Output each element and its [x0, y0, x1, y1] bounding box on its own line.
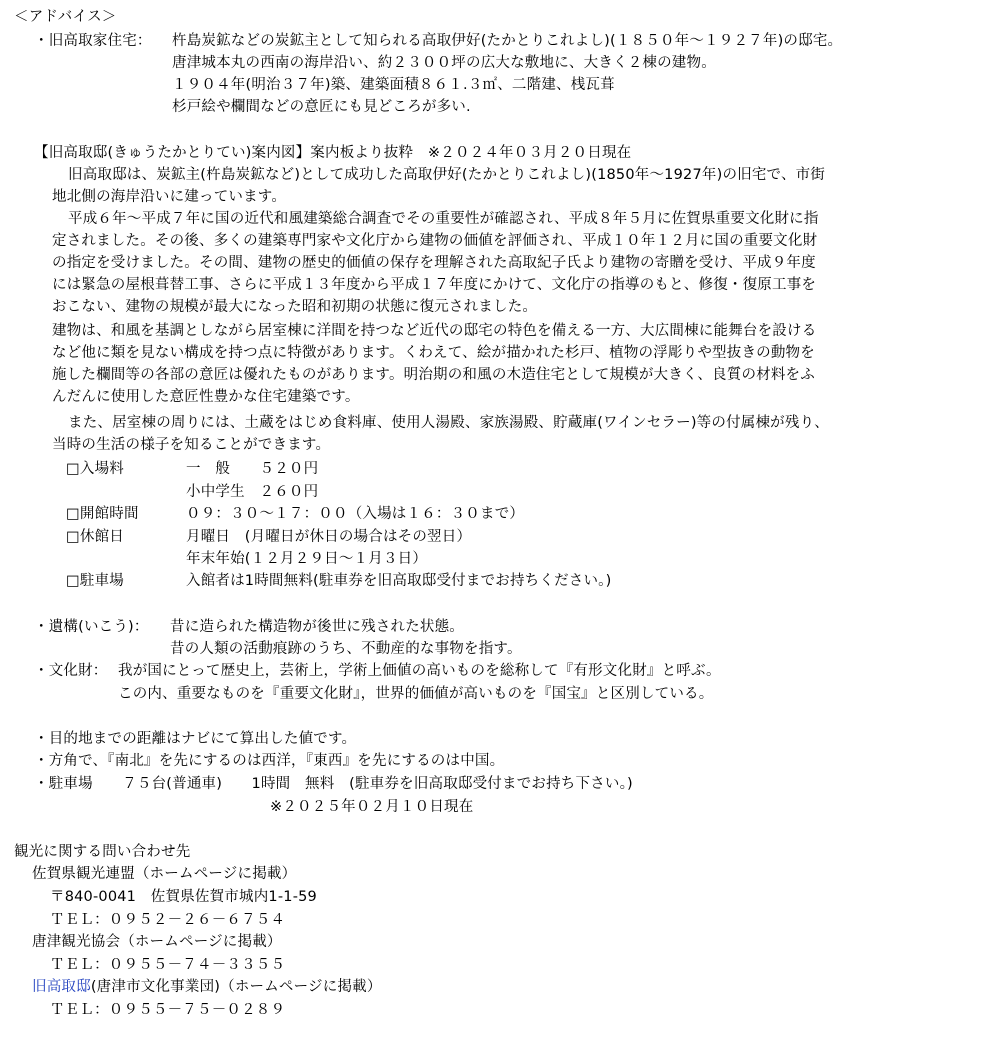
saga-tel: ＴＥＬ：０９５２－２６－６７５４ [50, 912, 286, 928]
iko-label: ・遺構(いこう)： [34, 619, 149, 635]
saga-address: 〒840-0041 佐賀県佐賀市城内1-1-59 [50, 889, 317, 905]
guide-line-7: おこない、建物の規模が最大になった昭和初期の状態に復元されました。 [52, 299, 538, 315]
closed-value-2: 年末年始(１２月２９日～１月３日） [186, 551, 428, 567]
guide-line-8: 建物は、和風を基調としながら居室棟に洋間を持つなど近代の邸宅の特色を備える一方、大広間棟に能舞台を設ける [52, 323, 817, 339]
guide-line-9: など他に類を見ない構成を持つ点に特徴があります。くわえて、絵が描かれた杉戸、植物の浮彫りや型抜きの動物を [52, 345, 815, 361]
karatsu-name: 唐津観光協会（ホームページに掲載） [32, 934, 282, 950]
guide-line-6: には緊急の屋根葺替工事、さらに平成１３年度から平成１７年度にかけて、文化庁の指導のもと、修復・復原工事を [52, 277, 817, 293]
note-distance: ・目的地までの距離はナビにて算出した値です。 [34, 731, 357, 747]
note-direction: ・方角で、『南北』を先にするのは西洋，『東西』を先にするのは中国。 [34, 753, 505, 769]
bunkazai-line-1: 我が国にとって歴史上，芸術上，学術上価値の高いものを総称して『有形文化財』と呼ぶ。 [118, 663, 721, 679]
fees-label: □入場料 [66, 461, 124, 477]
fee-general: 一 般 ５２０円 [186, 461, 319, 477]
residence-line-1: 杵島炭鉱などの炭鉱主として知られる高取伊好(たかとりこれよし)(１８５０年～１９２７年)の邸宅。 [172, 33, 843, 49]
saga-name: 佐賀県観光連盟（ホームページに掲載） [32, 866, 297, 882]
iko-line-1: 昔に造られた構造物が後世に残された状態。 [170, 619, 464, 635]
bunkazai-label: ・文化財： [34, 663, 108, 679]
note-parking: ・駐車場 ７５台(普通車) 1時間 無料 (駐車券を旧高取邸受付までお持ち下さい。) [34, 776, 633, 792]
guide-line-10: 施した欄間等の各部の意匠は優れたものがあります。明治期の和風の木造住宅として規模が大きく、良質の材料をふ [52, 367, 815, 383]
residence-line-4: 杉戸絵や欄間などの意匠にも見どころが多い. [172, 99, 471, 115]
guide-line-12: また、居室棟の周りには、土蔵をはじめ食料庫、使用人湯殿、家族湯殿、貯蔵庫(ワインセラー)等の付属棟が残り、 [68, 415, 829, 431]
bunkazai-line-2: この内、重要なものを『重要文化財』，世界的価値が高いものを『国宝』と区別している。 [118, 686, 714, 702]
guide-line-5: の指定を受けました。その間、建物の歴史的価値の保存を理解された高取紀子氏より建物の寄贈を受け、平成９年度 [52, 255, 816, 271]
karatsu-tel: ＴＥＬ：０９５５－７４－３３５５ [50, 957, 286, 973]
iko-line-2: 昔の人類の活動痕跡のうち、不動産的な事物を指す。 [170, 641, 522, 657]
takatori-tel: ＴＥＬ：０９５５－７５－０２８９ [50, 1002, 286, 1018]
note-as-of: ※２０２５年０２月１０日現在 [270, 799, 474, 815]
parking-value: 入館者は1時間無料(駐車券を旧高取邸受付までお持ちください。) [186, 573, 612, 589]
contacts-heading: 観光に関する問い合わせ先 [14, 844, 191, 860]
closed-label: □休館日 [66, 529, 124, 545]
takatori-suffix: (唐津市文化事業団)（ホームページに掲載） [90, 979, 382, 995]
guide-line-13: 当時の生活の様子を知ることができます。 [52, 437, 331, 453]
guide-line-2: 地北側の海岸沿いに建っています。 [52, 189, 287, 205]
guide-line-4: 定されました。その後、多くの建築専門家や文化庁から建物の価値を評価され、平成１０年１２月に国の重要文化財 [52, 233, 818, 249]
closed-value-1: 月曜日 (月曜日が休日の場合はその翌日） [186, 529, 472, 545]
residence-line-3: １９０４年(明治３７年)築、建築面積８６１.３㎡、二階建、桟瓦葺 [172, 77, 615, 93]
advice-heading: ＜アドバイス＞ [14, 9, 117, 25]
parking-label: □駐車場 [66, 573, 124, 589]
residence-label: ・旧高取家住宅： [34, 33, 152, 49]
takatori-link[interactable]: 旧高取邸 [32, 979, 91, 995]
guide-heading: 【旧高取邸(きゅうたかとりてい)案内図】案内板より抜粋 ※２０２４年０３月２０日現在 [34, 145, 632, 161]
guide-line-11: んだんに使用した意匠性豊かな住宅建築です。 [52, 389, 360, 405]
hours-value: ０９：３０～１７：００（入場は１６：３０まで） [186, 506, 525, 522]
residence-line-2: 唐津城本丸の西南の海岸沿い、約２３００坪の広大な敷地に、大きく２棟の建物。 [172, 55, 716, 71]
hours-label: □開館時間 [66, 506, 139, 522]
guide-line-3: 平成６年～平成７年に国の近代和風建築総合調査でその重要性が確認され、平成８年５月に佐賀県重要文化財に指 [68, 211, 819, 227]
fee-students: 小中学生 ２６０円 [186, 484, 319, 500]
guide-line-1: 旧高取邸は、炭鉱主(杵島炭鉱など)として成功した高取伊好(たかとりこれよし)(1850年～1927年)の旧宅で、市街 [68, 167, 826, 183]
takatori-contact [32, 976, 382, 998]
